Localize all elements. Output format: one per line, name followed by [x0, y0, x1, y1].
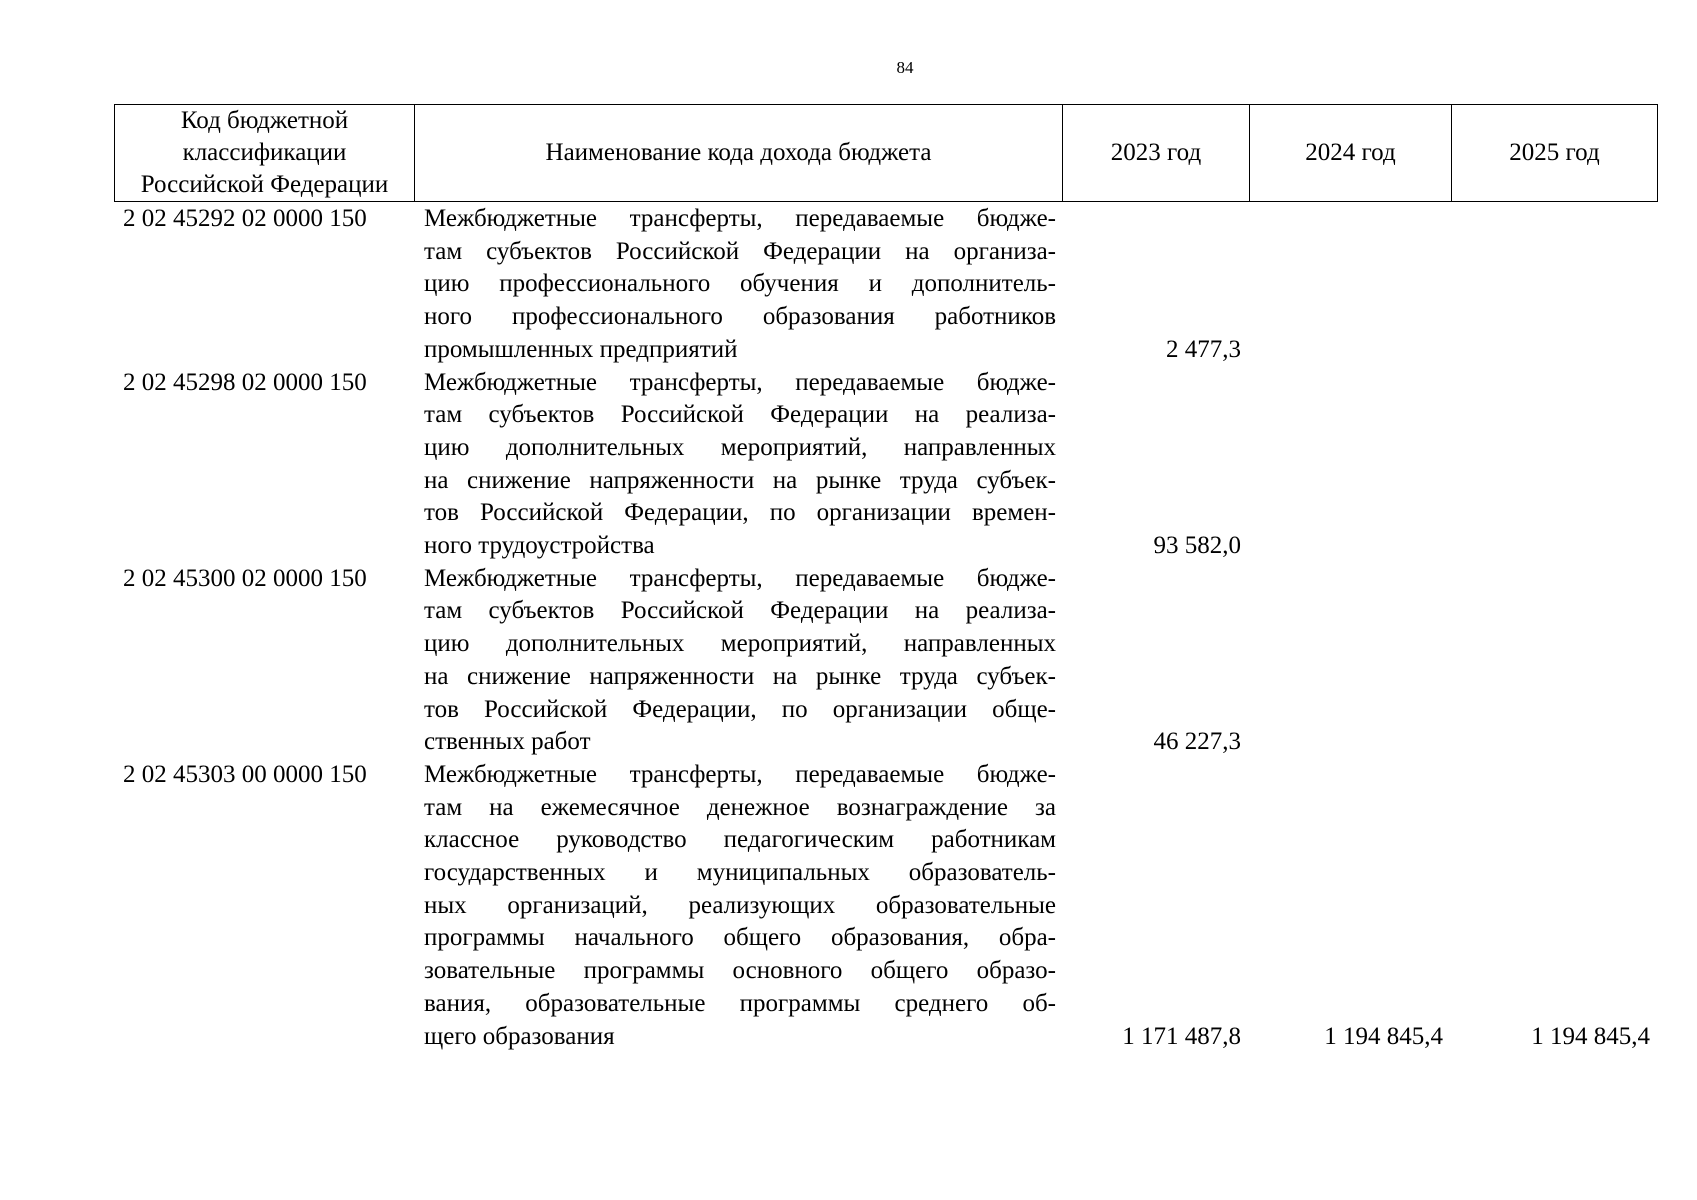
header-code-line: Код бюджетной [180, 107, 349, 134]
income-name-line: цию дополнительных мероприятий, направленных [424, 433, 1056, 461]
income-name-line: на снижение напряженности на рынке труда субъек- [424, 662, 1056, 690]
income-name-line: там субъектов Российской Федерации на реализа- [424, 597, 1056, 625]
value-2024: 1 194 845,4 [1324, 1022, 1443, 1050]
value-2025: 1 194 845,4 [1531, 1022, 1650, 1050]
header-2024: 2024 год [1250, 105, 1452, 201]
income-name-line: ных организаций, реализующих образовательные [424, 891, 1056, 919]
budget-code: 2 02 45303 00 0000 150 [123, 760, 367, 788]
value-2023: 2 477,3 [1166, 335, 1241, 363]
value-2023: 93 582,0 [1153, 532, 1241, 560]
income-name-line: тов Российской Федерации, по организации времен- [424, 499, 1056, 527]
income-name-line: классное руководство педагогическим работникам [424, 826, 1056, 854]
table-row [114, 367, 1658, 563]
page-number: 84 [896, 58, 914, 77]
value-2023: 1 171 487,8 [1122, 1022, 1241, 1050]
income-name-line: Межбюджетные трансферты, передаваемые бюдже- [424, 205, 1056, 232]
income-name-line: Межбюджетные трансферты, передаваемые бюдже- [424, 760, 1056, 788]
value-2023: 46 227,3 [1153, 728, 1241, 756]
income-name-line: Межбюджетные трансферты, передаваемые бюдже- [424, 368, 1056, 396]
income-name-line: Межбюджетные трансферты, передаваемые бюдже- [424, 564, 1056, 592]
header-2025: 2025 год [1509, 139, 1600, 166]
income-name-line: там субъектов Российской Федерации на реализа- [424, 401, 1056, 429]
header-code [115, 105, 415, 201]
income-name [414, 563, 1062, 759]
income-name-line: ственных работ [424, 728, 591, 756]
table-row [114, 563, 1658, 759]
income-name-line: ного трудоустройства [424, 532, 655, 560]
income-name-line: цию профессионального обучения и дополнитель- [424, 270, 1056, 298]
income-name-line: зовательные программы основного общего образо- [424, 957, 1056, 985]
header-code-line: классификации [182, 139, 347, 166]
income-name-line: на снижение напряженности на рынке труда субъек- [424, 466, 1056, 494]
income-name-line: вания, образовательные программы среднего об- [424, 989, 1056, 1017]
income-name-line: там на ежемесячное денежное вознаграждение за [424, 793, 1056, 821]
income-name-line: промышленных предприятий [424, 335, 738, 363]
table-header [114, 104, 1658, 202]
income-name-line: тов Российской Федерации, по организации обще- [424, 695, 1056, 723]
income-name-line: государственных и муниципальных образователь- [424, 859, 1056, 887]
income-name-line: цию дополнительных мероприятий, направленных [424, 630, 1056, 658]
income-name-line: там субъектов Российской Федерации на организа- [424, 237, 1056, 265]
budget-code: 2 02 45300 02 0000 150 [123, 564, 367, 592]
income-name [414, 367, 1062, 563]
table-row [114, 203, 1658, 367]
income-name-line: щего образования [424, 1022, 615, 1050]
income-name [414, 203, 1062, 367]
income-name-line: ного профессионального образования работников [424, 303, 1056, 331]
table-row [114, 759, 1658, 1053]
budget-code: 2 02 45292 02 0000 150 [123, 205, 367, 232]
income-name [414, 759, 1062, 1053]
header-code-line: Российской Федерации [140, 171, 389, 198]
table-body [114, 203, 1658, 1053]
income-name-line: программы начального общего образования, обра- [424, 924, 1056, 952]
budget-code: 2 02 45298 02 0000 150 [123, 368, 367, 396]
header-2023: 2023 год [1063, 105, 1250, 201]
header-name: Наименование кода дохода бюджета [415, 105, 1063, 201]
